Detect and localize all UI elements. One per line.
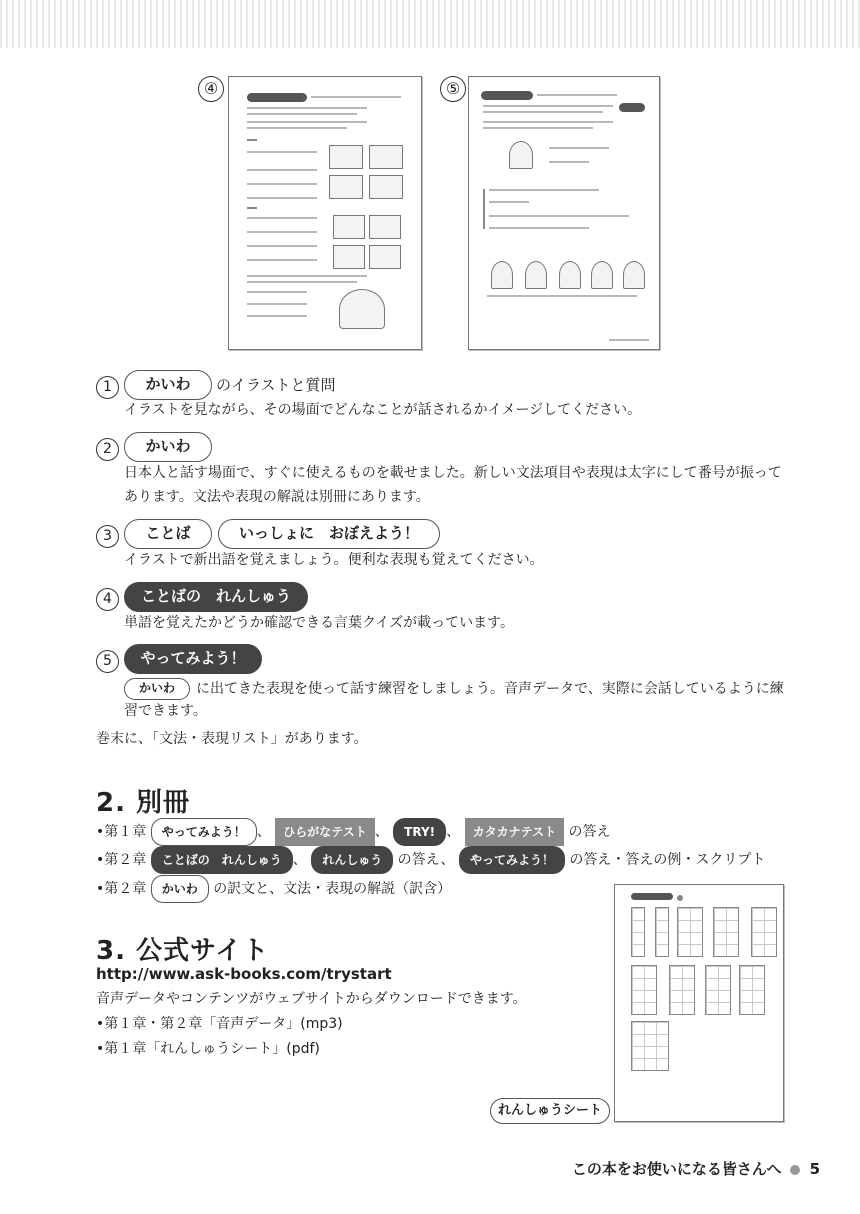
separator: 、: [256, 824, 271, 840]
item-number-5: 5: [96, 650, 119, 673]
item-number-4: 4: [96, 588, 119, 611]
renshuu-sheet-label: れんしゅうシート: [490, 1098, 610, 1124]
bullet-prefix: •第２章: [96, 852, 147, 868]
tag-try: TRY!: [393, 818, 446, 846]
separator: 、: [374, 824, 389, 840]
figure-number-5: ⑤: [440, 76, 466, 102]
item-number-2: 2: [96, 438, 119, 461]
bullet-suffix: の答え・答えの例・スクリプト: [569, 852, 766, 868]
tag-yattemiyou: やってみよう！: [124, 644, 262, 674]
footer-title: この本をお使いになる皆さんへ: [571, 1160, 782, 1178]
bullet-suffix: の答え: [568, 824, 611, 840]
tag-yattemiyou: やってみよう！: [459, 846, 565, 874]
section-2-line-3: [96, 875, 451, 903]
page-thumbnail-5: [468, 76, 660, 350]
website-bullet-2: •第１章「れんしゅうシート」(pdf): [96, 1041, 320, 1057]
tag-kaiwa-inline: かいわ: [124, 678, 190, 700]
separator: 、: [292, 852, 307, 868]
page-thumbnail-4: [228, 76, 422, 350]
website-bullet-1: •第１章・第２章「音声データ」(mp3): [96, 1016, 343, 1032]
item-5-desc-line2: 習できます。: [124, 703, 207, 719]
item-number-1: 1: [96, 376, 119, 399]
item-1-title: のイラストと質問: [216, 376, 336, 394]
tag-kotoba-no-renshuu: ことばの れんしゅう: [151, 846, 293, 874]
item-5-desc-line1: に出てきた表現を使って話す練習をしましょう。音声データで、実際に会話しているように練: [196, 681, 784, 697]
tag-hiragana-test: ひらがなテスト: [275, 818, 375, 846]
section-3-heading: 3. 公式サイト: [96, 936, 270, 966]
tag-kotoba: ことば: [124, 519, 212, 549]
page-number: 5: [809, 1160, 820, 1178]
page-footer: [572, 1158, 820, 1179]
item-4-desc: 単語を覚えたかどうか確認できる言葉クイズが載っています。: [124, 615, 515, 631]
tag-kotoba-no-renshuu: ことばの れんしゅう: [124, 582, 308, 612]
item-2-desc-line1: 日本人と話す場面で、すぐに使えるものを載せました。新しい文法項目や表現は太字にして番号が振って: [124, 465, 782, 481]
section-2-heading: 2. 別冊: [96, 788, 191, 818]
item-1-desc: イラストを見ながら、その場面でどんなことが話されるかイメージしてください。: [124, 402, 642, 418]
tag-issho-ni-oboeyou: いっしょに おぼえよう！: [218, 519, 440, 549]
tag-katakana-test: カタカナテスト: [465, 818, 565, 846]
appendix-note: 巻末に、「文法・表現リスト」があります。: [96, 731, 368, 747]
separator: 、: [446, 824, 461, 840]
header-stripe: [0, 0, 860, 48]
figure-number-4: ④: [198, 76, 224, 102]
section-2-line-2: [96, 846, 765, 874]
tag-kaiwa-2: かいわ: [124, 432, 212, 462]
tag-renshuu: れんしゅう: [311, 846, 393, 874]
tag-kaiwa: かいわ: [151, 875, 209, 903]
website-url[interactable]: http://www.ask-books.com/trystart: [96, 965, 392, 983]
website-desc: 音声データやコンテンツがウェブサイトからダウンロードできます。: [96, 991, 527, 1007]
practice-sheet-thumbnail: [614, 884, 784, 1122]
footer-dot-icon: [790, 1165, 800, 1175]
item-3-desc: イラストで新出語を覚えましょう。便利な表現も覚えてください。: [124, 552, 544, 568]
tag-yattemiyou: やってみよう！: [151, 818, 257, 846]
section-2-line-1: [96, 818, 611, 846]
tag-kaiwa: かいわ: [124, 370, 212, 400]
bullet-suffix: の訳文と、文法・表現の解説（訳含）: [213, 881, 452, 897]
bullet-prefix: •第１章: [96, 824, 147, 840]
bullet-prefix: •第２章: [96, 881, 147, 897]
separator: の答え、: [397, 852, 455, 868]
item-number-3: 3: [96, 525, 119, 548]
item-2-desc-line2: あります。文法や表現の解説は別冊にあります。: [124, 489, 430, 505]
